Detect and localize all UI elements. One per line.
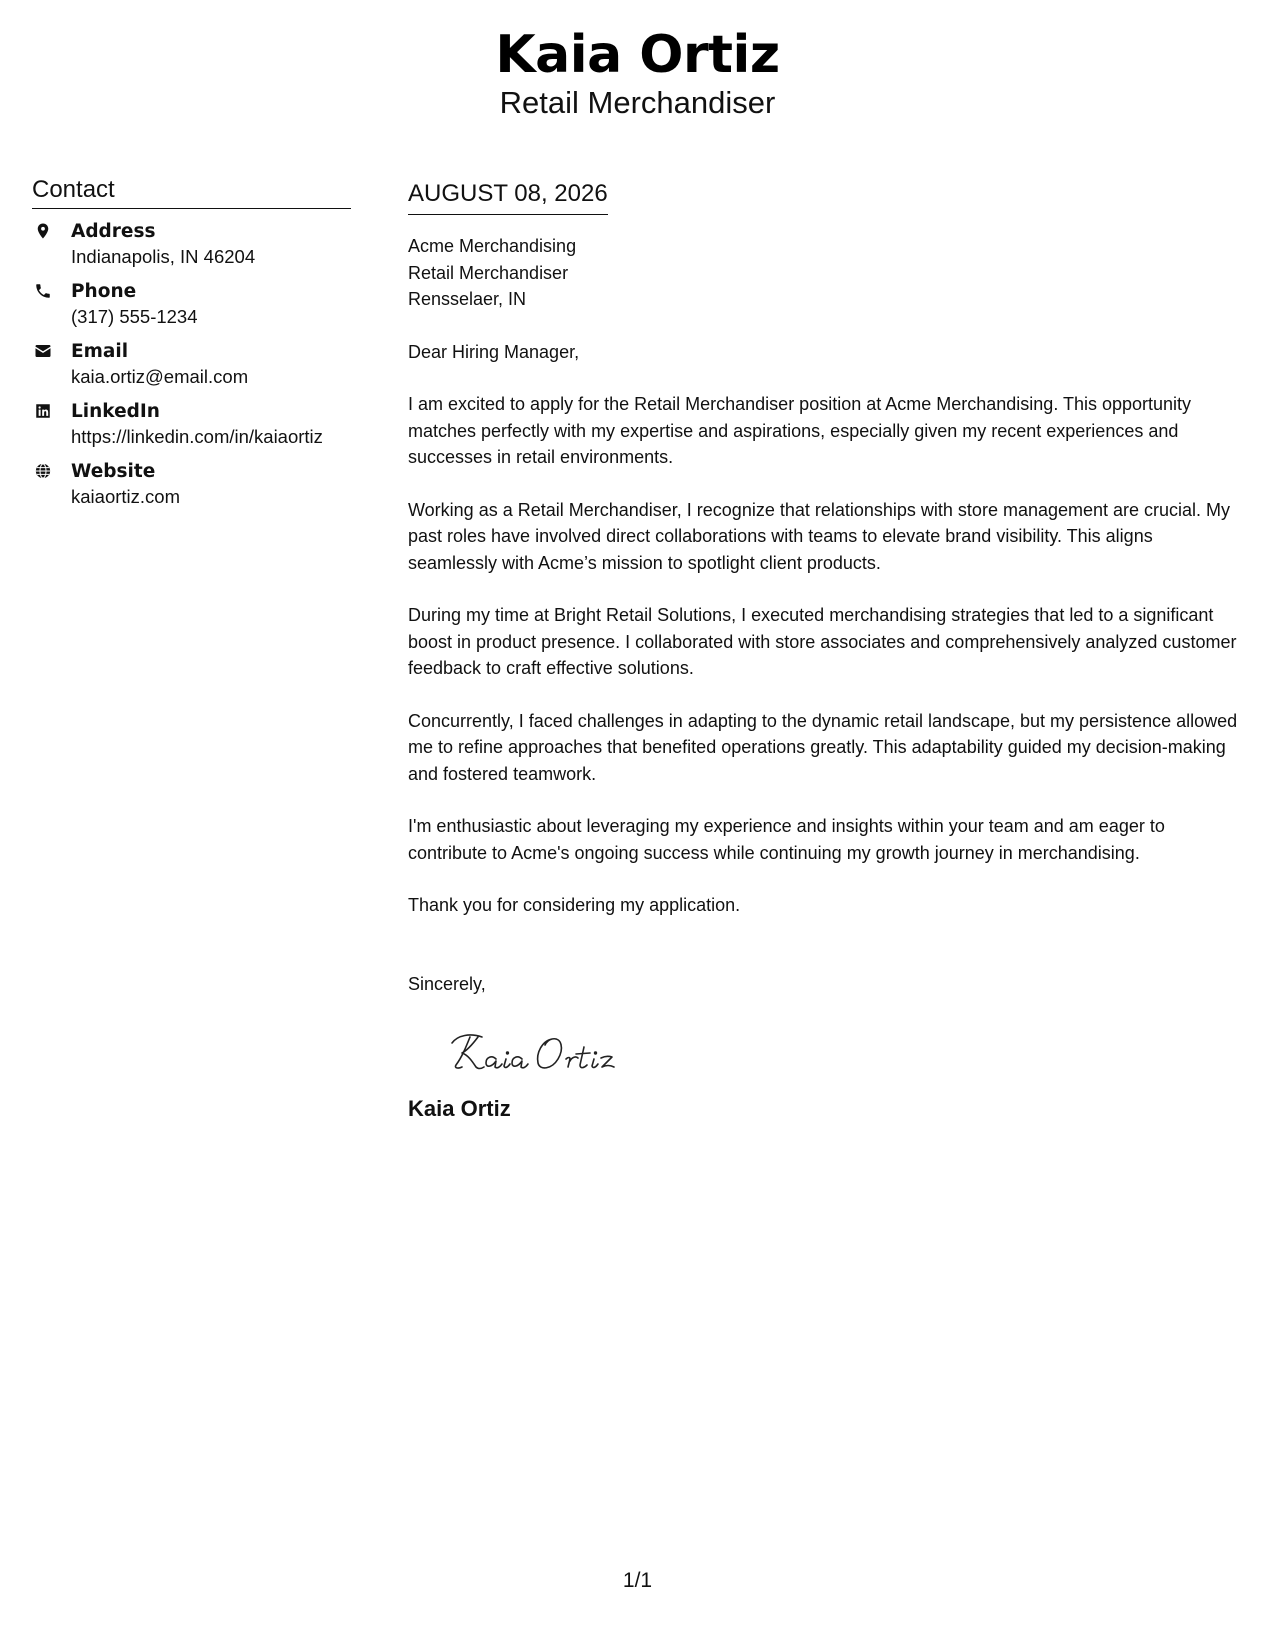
- letter-paragraph: I am excited to apply for the Retail Merchandiser position at Acme Merchandising. This opportunity matches perfectly with my expertise and aspirations, especially given my recent experiences and successes in retail environments.: [408, 394, 1192, 467]
- globe-icon: [34, 462, 52, 480]
- letter-date: AUGUST 08, 2026: [408, 178, 608, 215]
- page-number: 1/1: [622, 1569, 653, 1592]
- contact-label: Address: [71, 221, 156, 242]
- address-value: Indianapolis, IN 46204: [71, 246, 256, 267]
- contact-list: [32, 220, 351, 509]
- contact-item-address: [32, 220, 351, 269]
- linkedin-value[interactable]: https://linkedin.com/in/kaiaortiz: [71, 426, 323, 447]
- contact-heading: Contact: [32, 175, 351, 209]
- applicant-title: Retail Merchandiser: [499, 85, 776, 120]
- email-value[interactable]: kaia.ortiz@email.com: [71, 366, 249, 387]
- contact-section: [32, 175, 351, 520]
- phone-icon: [34, 282, 52, 300]
- letter-paragraph: I'm enthusiastic about leveraging my experience and insights within your team and am eager to contribute to Acme's ongoing success while continuing my growth journey in merchandising.: [408, 816, 1165, 863]
- contact-item-email: [32, 340, 351, 389]
- signer-name: Kaia Ortiz: [408, 1096, 511, 1121]
- contact-label: Email: [71, 341, 129, 362]
- contact-label: Website: [71, 461, 156, 482]
- linkedin-icon: [34, 402, 52, 420]
- contact-item-website: [32, 460, 351, 509]
- contact-label: Phone: [71, 281, 137, 302]
- letter-paragraph: Working as a Retail Merchandiser, I recognize that relationships with store management are crucial. My past roles have involved direct collaborations with teams to elevate brand visibility. This aligns seamlessly with Acme’s mission to spotlight client products.: [408, 499, 1231, 573]
- recipient-location: Rensselaer, IN: [408, 289, 527, 309]
- salutation: Dear Hiring Manager,: [408, 341, 580, 362]
- closing: Sincerely,: [408, 973, 486, 994]
- resume-header: [0, 26, 1275, 121]
- signature-icon: [448, 1023, 638, 1081]
- recipient-block: [408, 233, 1238, 313]
- letter-paragraph: Concurrently, I faced challenges in adapting to the dynamic retail landscape, but my persistence allowed me to refine approaches that benefited operations greatly. This adaptability guided my decision-making and fostered teamwork.: [408, 710, 1238, 784]
- contact-item-phone: [32, 280, 351, 329]
- applicant-name: Kaia Ortiz: [495, 25, 780, 85]
- map-pin-icon: [34, 222, 52, 240]
- recipient-company: Acme Merchandising: [408, 236, 577, 256]
- contact-label: LinkedIn: [71, 401, 160, 422]
- handwritten-signature: [448, 1023, 638, 1081]
- letter-paragraph: Thank you for considering my application.: [408, 895, 741, 915]
- letter-paragraph: During my time at Bright Retail Solutions, I executed merchandising strategies that led to a significant boost in product presence. I collaborated with store associates and comprehensively analyzed customer feedback to craft effective solutions.: [408, 605, 1237, 678]
- contact-item-linkedin: [32, 400, 351, 449]
- envelope-icon: [34, 342, 52, 360]
- letter-body: [408, 178, 1238, 1123]
- phone-value: (317) 555-1234: [71, 306, 198, 327]
- website-value[interactable]: kaiaortiz.com: [71, 486, 180, 507]
- recipient-role: Retail Merchandiser: [408, 262, 569, 283]
